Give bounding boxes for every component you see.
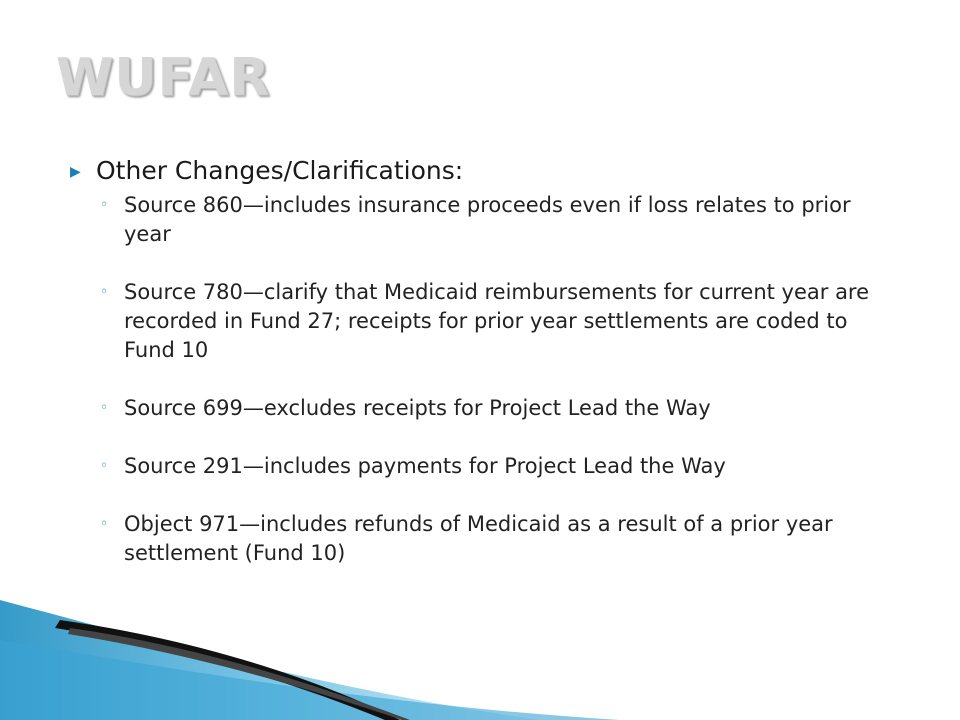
triangle-right-icon: ▶	[70, 164, 81, 180]
ring-bullet-icon: ◦	[100, 197, 109, 213]
list-item	[100, 394, 930, 423]
level1-bullet-text: Other Changes/Clarifications:	[96, 156, 464, 185]
slide-content	[70, 156, 930, 597]
ring-bullet-icon: ◦	[100, 458, 109, 474]
list-item-text: Source 699—excludes receipts for Project Lead the Way	[124, 396, 711, 420]
list-item	[100, 452, 930, 481]
list-item	[100, 191, 930, 249]
level1-bullet	[70, 156, 930, 185]
ring-bullet-icon: ◦	[100, 516, 109, 532]
slide-title: WUFAR	[56, 48, 271, 108]
list-item-text: Source 291—includes payments for Project Lead the Way	[124, 454, 726, 478]
ring-bullet-icon: ◦	[100, 400, 109, 416]
list-item-text: Object 971—includes refunds of Medicaid as a result of a prior year settlement (Fund 10)	[124, 512, 833, 565]
sub-bullet-list	[70, 191, 930, 568]
list-item	[100, 510, 930, 568]
list-item-text: Source 860—includes insurance proceeds even if loss relates to prior year	[124, 193, 851, 246]
list-item	[100, 278, 930, 365]
ring-bullet-icon: ◦	[100, 284, 109, 300]
list-item-text: Source 780—clarify that Medicaid reimbursements for current year are recorded in Fund 27; receipts for prior year settlements are coded to Fund 10	[124, 280, 870, 362]
